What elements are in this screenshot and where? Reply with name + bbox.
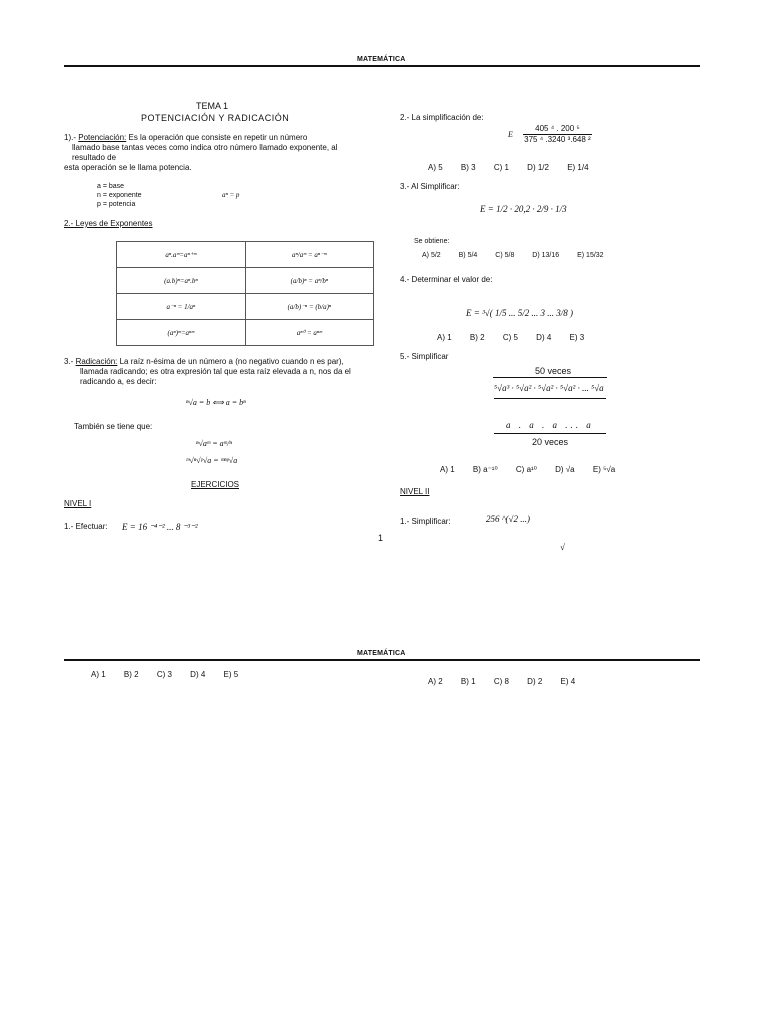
law-cell: (a.b)ⁿ=aⁿ.bⁿ <box>117 268 246 294</box>
p2-left-option-b[interactable]: B) 2 <box>123 670 139 679</box>
q2-denominator: 375 ⁴ .3240 ³.648 ² <box>524 135 591 144</box>
nivel1-title: NIVEL I <box>64 499 92 508</box>
header-rule <box>64 65 700 67</box>
p2-left-option-e[interactable]: E) 5 <box>223 670 239 679</box>
tambien-label: También se tiene que: <box>74 422 153 431</box>
p2-left-option-a[interactable]: A) 1 <box>91 670 106 679</box>
law-cell: aⁿ/aᵐ = aⁿ⁻ᵐ <box>245 242 373 268</box>
nivel2-problem1-label: 1.- Simplificar: <box>400 517 451 526</box>
s1-line1: Es la operación que consiste en repetir un número <box>126 133 308 142</box>
q4-option-b[interactable]: B) 2 <box>469 333 485 342</box>
nivel2-title: NIVEL II <box>400 487 430 496</box>
q4-option-d[interactable]: D) 4 <box>536 333 552 342</box>
s1-line3: resultado de <box>72 153 117 162</box>
p2-right-option-d[interactable]: D) 2 <box>527 677 543 686</box>
p2-left-option-c[interactable]: C) 3 <box>156 670 172 679</box>
q4-options <box>437 333 600 343</box>
q5-bottom-count: 20 veces <box>532 437 569 447</box>
def-base: a = base <box>97 183 125 190</box>
q4-option-c[interactable]: C) 5 <box>502 333 518 342</box>
q2-option-e[interactable]: E) 1/4 <box>567 163 589 172</box>
law-cell: aⁿ.aᵐ=aⁿ⁺ᵐ <box>117 242 246 268</box>
laws-row <box>117 294 374 320</box>
p2-left-option-d[interactable]: D) 4 <box>190 670 206 679</box>
s1-num: 1).- <box>64 133 79 142</box>
q5-option-e[interactable]: E) ⁵√a <box>592 465 616 474</box>
laws-row <box>117 268 374 294</box>
nivel2-problem1-expression: 256 ^(√2 ...) <box>486 514 530 524</box>
laws-title: 2.- Leyes de Exponentes <box>64 219 153 228</box>
page2-right-options <box>428 677 591 687</box>
radical-icon: √ <box>560 542 565 552</box>
q2-label: 2.- La simplificación de: <box>400 113 484 122</box>
ejercicios-title: EJERCICIOS <box>191 480 240 489</box>
p2-right-option-a[interactable]: A) 2 <box>428 677 443 686</box>
q5-label: 5.- Simplificar <box>400 352 449 361</box>
q5-option-b[interactable]: B) a⁻¹⁰ <box>472 465 498 474</box>
def-formula: aⁿ = p <box>222 191 240 199</box>
laws-row <box>117 320 374 346</box>
s3-line1: La raíz n-ésima de un número a (no negativo cuando n es par), <box>117 357 344 366</box>
q5-fraction-line <box>494 398 606 399</box>
q3-option-d[interactable]: D) 13/16 <box>532 252 560 259</box>
problem1-label: 1.- Efectuar: <box>64 522 108 531</box>
s3-line3: radicando a, es decir: <box>80 377 157 386</box>
p2-right-option-b[interactable]: B) 1 <box>460 677 476 686</box>
tema-subtitle: POTENCIACIÓN Y RADICACIÓN <box>141 113 290 123</box>
page2-left-options <box>91 670 254 680</box>
q5-option-a[interactable]: A) 1 <box>440 465 455 474</box>
q2-fraction: E $\frac{\text{405 ⁴ . 200 ⁵}}{\text{375 ⁴ .3240 ³.648 ²}}$ <box>508 124 591 144</box>
laws-table <box>116 241 374 346</box>
problem1-expression: E = 16 ⁻⁴⁻² ... 8 ⁻³⁻² <box>122 522 198 532</box>
q5-radicals: ⁵√a³ · ⁵√a² · ⁵√a² · ⁵√a² · ... ⁵√a <box>494 383 604 393</box>
p2-right-option-c[interactable]: C) 8 <box>493 677 509 686</box>
q5-bottom-brace <box>494 433 606 435</box>
q3-options <box>422 251 620 260</box>
q5-top-count: 50 veces <box>535 366 572 376</box>
q3-option-c[interactable]: C) 5/8 <box>495 252 515 259</box>
page2-header-title: MATEMÁTICA <box>357 650 406 657</box>
s3-title: Radicación: <box>75 357 118 366</box>
def-exponente: n = exponente <box>97 192 142 199</box>
q4-option-e[interactable]: E) 3 <box>569 333 585 342</box>
q4-option-a[interactable]: A) 1 <box>437 333 452 342</box>
q3-option-a[interactable]: A) 5/2 <box>422 252 441 259</box>
q3-label: 3.- Al Simplificar: <box>400 182 460 191</box>
def-potencia: p = potencia <box>97 201 136 208</box>
law-cell: a⁻ⁿ = 1/aⁿ <box>117 294 246 320</box>
laws-row <box>117 242 374 268</box>
q2-numerator: 405 ⁴ . 200 ⁵ <box>523 124 592 135</box>
s1-line2: llamado base tantas veces como indica otro número llamado exponente, al <box>72 143 338 152</box>
s1-line4: esta operación se le llama potencia. <box>64 163 192 172</box>
q5-option-c[interactable]: C) a¹⁰ <box>515 465 537 474</box>
q4-expression: E = ³√( 1/5 ... 5/2 ... 3 ... 3/8 ) <box>466 308 573 318</box>
q3-option-e[interactable]: E) 15/32 <box>577 252 604 259</box>
section-radicacion <box>64 357 374 387</box>
law-cell: (aⁿ)ᵐ=aⁿᵐ <box>117 320 246 346</box>
page-number: 1 <box>378 533 384 543</box>
q5-top-brace <box>493 377 607 379</box>
header-title: MATEMÁTICA <box>357 56 406 63</box>
q5-options <box>440 465 631 475</box>
s1-title: Potenciación: <box>78 133 127 142</box>
q4-label: 4.- Determinar el valor de: <box>400 275 493 284</box>
s3-line2: llamada radicando; es otra expresión tal que esta raíz elevada a n, nos da el <box>80 367 351 376</box>
q3-option-b[interactable]: B) 5/4 <box>458 252 478 259</box>
law-cell: (a/b)⁻ⁿ = (b/a)ⁿ <box>245 294 373 320</box>
q2-options <box>428 163 605 173</box>
page2-header-rule <box>64 659 700 661</box>
law-cell: aⁿ⁰ = aⁿᵐ <box>245 320 373 346</box>
q2-option-a[interactable]: A) 5 <box>428 163 443 172</box>
q3-se-obtiene: Se obtiene: <box>414 238 450 245</box>
q2-option-b[interactable]: B) 3 <box>460 163 476 172</box>
q3-expression: E = 1/2 · 20,2 · 2/9 · 1/3 <box>480 204 567 214</box>
law-cell: (a/b)ⁿ = aⁿ/bⁿ <box>245 268 373 294</box>
s3-num: 3.- <box>64 357 76 366</box>
q2-option-c[interactable]: C) 1 <box>493 163 509 172</box>
tema-title: TEMA 1 <box>196 101 229 111</box>
q2-option-d[interactable]: D) 1/2 <box>527 163 549 172</box>
radical-formula: ⁿ√a = b ⟺ a = bⁿ <box>186 398 246 407</box>
q5-option-d[interactable]: D) √a <box>555 465 575 474</box>
section-potenciacion <box>64 133 364 173</box>
tambien-formula-1: ⁿ√aᵐ = aᵐ/ⁿ <box>196 439 232 448</box>
q5-denominator: a . a . a ... a <box>506 420 594 430</box>
p2-right-option-e[interactable]: E) 4 <box>560 677 576 686</box>
tambien-formula-2: ᵐ√ⁿ√ᵖ√a = ᵐⁿᵖ√a <box>186 456 238 465</box>
